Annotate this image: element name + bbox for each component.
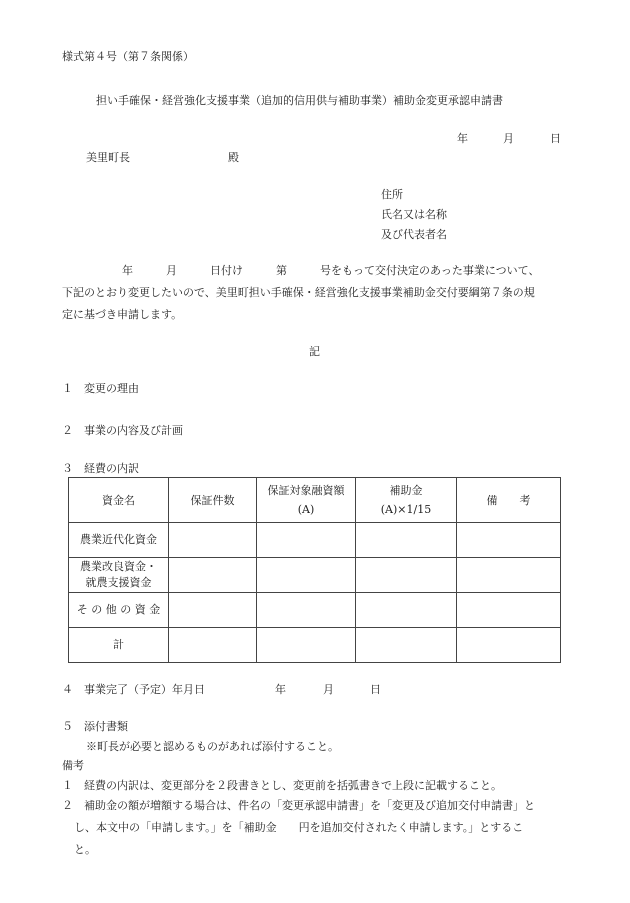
table-cell bbox=[457, 558, 561, 593]
form-number: 様式第４号（第７条関係） bbox=[62, 50, 194, 63]
table-cell bbox=[257, 523, 356, 558]
remarks-note-2-line-2: し、本文中の「申請します。」を「補助金 円を追加交付されたく申請します。」とするこ bbox=[74, 821, 524, 834]
item-4-year: 年 bbox=[275, 683, 286, 696]
table-row bbox=[69, 523, 561, 558]
item-5-attachments: ５ 添付書類 bbox=[62, 720, 128, 733]
applicant-address-label: 住所 bbox=[381, 188, 403, 201]
body-line-3: 定に基づき申請します。 bbox=[62, 308, 183, 321]
header-subsidy bbox=[356, 478, 457, 523]
table-cell bbox=[169, 593, 257, 628]
table-cell bbox=[169, 558, 257, 593]
table-row bbox=[69, 558, 561, 593]
remarks-note-2-line-1: ２ 補助金の額が増額する場合は、件名の「変更承認申請書」を「変更及び追加交付申請書」と bbox=[62, 799, 535, 812]
table-cell bbox=[457, 523, 561, 558]
table-cell bbox=[356, 558, 457, 593]
row-label-total: 計 bbox=[69, 628, 169, 663]
body-line-1: 年 月 日付け 第 号をもって交付決定のあった事業について、 bbox=[122, 264, 540, 277]
ki-heading: 記 bbox=[309, 345, 320, 358]
date-day: 日 bbox=[550, 132, 561, 145]
item-3-costs: ３ 経費の内訳 bbox=[62, 462, 139, 475]
header-subsidy-formula: (A)×1/15 bbox=[380, 503, 432, 516]
remarks-heading: 備考 bbox=[62, 759, 84, 772]
remarks-note-1: １ 経費の内訳は、変更部分を２段書きとし、変更前を括弧書きで上段に記載すること。 bbox=[62, 779, 502, 792]
header-loan-amount bbox=[257, 478, 356, 523]
row-label-modernization: 農業近代化資金 bbox=[69, 523, 169, 558]
addressee-name: 美里町長 bbox=[86, 151, 130, 164]
body-paragraph bbox=[62, 260, 570, 326]
cost-breakdown-table bbox=[68, 477, 561, 663]
row-label-other: そ の 他 の 資 金 bbox=[69, 593, 169, 628]
date-year: 年 bbox=[457, 132, 468, 145]
table-row bbox=[69, 593, 561, 628]
addressee-honorific: 殿 bbox=[228, 151, 239, 164]
item-2-plan: ２ 事業の内容及び計画 bbox=[62, 424, 183, 437]
document-title: 担い手確保・経営強化支援事業（追加的信用供与補助事業）補助金変更承認申請書 bbox=[96, 94, 503, 107]
table-cell bbox=[457, 593, 561, 628]
applicant-representative-label: 及び代表者名 bbox=[381, 228, 447, 241]
remarks-note-2 bbox=[62, 795, 572, 861]
row-label-improvement-line-1: 農業改良資金・ bbox=[80, 560, 157, 573]
date-month: 月 bbox=[503, 132, 514, 145]
table-cell bbox=[169, 523, 257, 558]
item-4-label: ４ 事業完了（予定）年月日 bbox=[62, 683, 205, 696]
table-cell bbox=[169, 628, 257, 663]
table-cell bbox=[257, 558, 356, 593]
table-header-row bbox=[69, 478, 561, 523]
body-line-2: 下記のとおり変更したいので、美里町担い手確保・経営強化支援事業補助金交付要綱第７条の規 bbox=[62, 286, 535, 299]
row-label-improvement-line-2: 就農支援資金 bbox=[85, 576, 152, 589]
header-loan-amount-symbol: (A) bbox=[297, 503, 315, 516]
header-guarantee-count: 保証件数 bbox=[169, 478, 257, 523]
header-remarks: 備 考 bbox=[457, 478, 561, 523]
header-fund-name: 資金名 bbox=[69, 478, 169, 523]
header-loan-amount-label: 保証対象融資額 bbox=[267, 484, 345, 497]
table-cell bbox=[356, 628, 457, 663]
header-subsidy-label: 補助金 bbox=[389, 484, 423, 497]
row-label-improvement bbox=[69, 558, 169, 593]
item-4-month: 月 bbox=[323, 683, 334, 696]
table-row bbox=[69, 628, 561, 663]
applicant-name-label: 氏名又は名称 bbox=[381, 208, 447, 221]
table-cell bbox=[257, 593, 356, 628]
table-cell bbox=[356, 593, 457, 628]
table-cell bbox=[356, 523, 457, 558]
remarks-note-2-line-3: と。 bbox=[74, 843, 96, 856]
item-1-reason: １ 変更の理由 bbox=[62, 382, 139, 395]
item-5-note: ※町長が必要と認めるものがあれば添付すること。 bbox=[86, 740, 339, 753]
table-cell bbox=[257, 628, 356, 663]
item-4-day: 日 bbox=[370, 683, 381, 696]
table-cell bbox=[457, 628, 561, 663]
